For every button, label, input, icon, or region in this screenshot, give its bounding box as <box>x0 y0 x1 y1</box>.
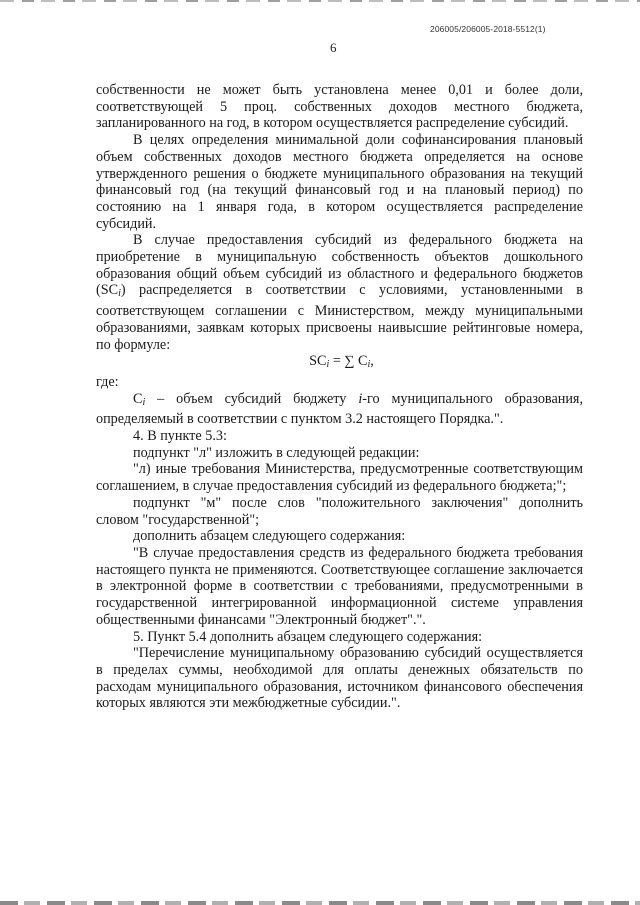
where-label: где: <box>96 373 119 390</box>
scan-edge-top <box>0 0 640 2</box>
formula-subscript-1: i <box>326 359 330 371</box>
paragraph-4-part-2: -го муниципального образования, определяемый в соответствии с пунктом 3.2 настоящего Порядка.". <box>96 390 583 428</box>
document-body <box>96 82 583 712</box>
paragraph-3 <box>96 232 583 353</box>
var-c: C <box>133 390 143 407</box>
paragraph-3-part-2: ) распределяется в соответствии с условиями, установленными в соответствующем соглашении с Министерством, между муниципальными образованиями, заявкам которых присвоены наивысшие рейтинговые номера, по формуле: <box>96 282 583 353</box>
paragraph-5: 4. В пункте 5.3: <box>133 428 227 445</box>
paragraph-8: подпункт "м" после слов "положительного заключения" дополнить словом "государственной"; <box>96 494 583 528</box>
subscript-i: i <box>118 288 121 300</box>
formula-sum: = ∑ C <box>329 353 368 370</box>
paragraph-4-part-1: – объем субсидий бюджету <box>145 390 359 407</box>
formula-subscript-2: i <box>367 359 371 371</box>
paragraph-11: 5. Пункт 5.4 дополнить абзацем следующего содержания: <box>133 628 483 645</box>
paragraph-3-part-1: В случае предоставления субсидий из федерального бюджета на приобретение в муниципальную собственность объектов дошкольного образования общий объем субсидий из областного и федерального бюджетов (SC <box>96 232 583 299</box>
formula-comma: , <box>370 353 374 370</box>
paragraph-10: "В случае предоставления средств из федерального бюджета требования настоящего пункта не применяются. Соответствующее соглашение заключается в электронной форме в соответствии с требованиями, предусмотренными в государственной интегрированной информационной системе управления общественными финансами "Электронный бюджет".". <box>96 544 583 628</box>
var-i: i <box>358 390 363 407</box>
page-number: 6 <box>330 40 337 55</box>
formula <box>96 353 583 374</box>
paragraph-1: собственности не может быть установлена менее 0,01 и более доли, соответствующей 5 проц. собственных доходов местного бюджета, запланированного на год, в котором осуществляется распределение субсидий. <box>96 82 583 132</box>
scan-edge-bottom <box>0 901 640 905</box>
paragraph-4 <box>96 391 583 428</box>
var-c-subscript: i <box>142 396 146 408</box>
paragraph-12: "Перечисление муниципальному образованию субсидий осуществляется в пределах суммы, необходимой для оплаты денежных обязательств по расходам муниципального образования, источником финансового обеспечения которых являются эти межбюджетные субсидии.". <box>96 645 583 712</box>
paragraph-7: "л) иные требования Министерства, предусмотренные соответствующим соглашением, в случае предоставления субсидий из федерального бюджета;"; <box>96 461 583 495</box>
document-id: 206005/206005-2018-5512(1) <box>430 24 546 34</box>
formula-sc: SC <box>309 353 327 370</box>
paragraph-2: В целях определения минимальной доли софинансирования плановый объем собственных доходов местного бюджета определяется на основе утвержденного решения о бюджете муниципального образования на текущий финансовый год (на текущий финансовый год и на плановый период) по состоянию на 1 января года, в котором осуществляется распределение субсидий. <box>96 132 583 232</box>
paragraph-9: дополнить абзацем следующего содержания: <box>133 528 406 545</box>
paragraph-6: подпункт "л" изложить в следующей редакции: <box>133 444 420 461</box>
